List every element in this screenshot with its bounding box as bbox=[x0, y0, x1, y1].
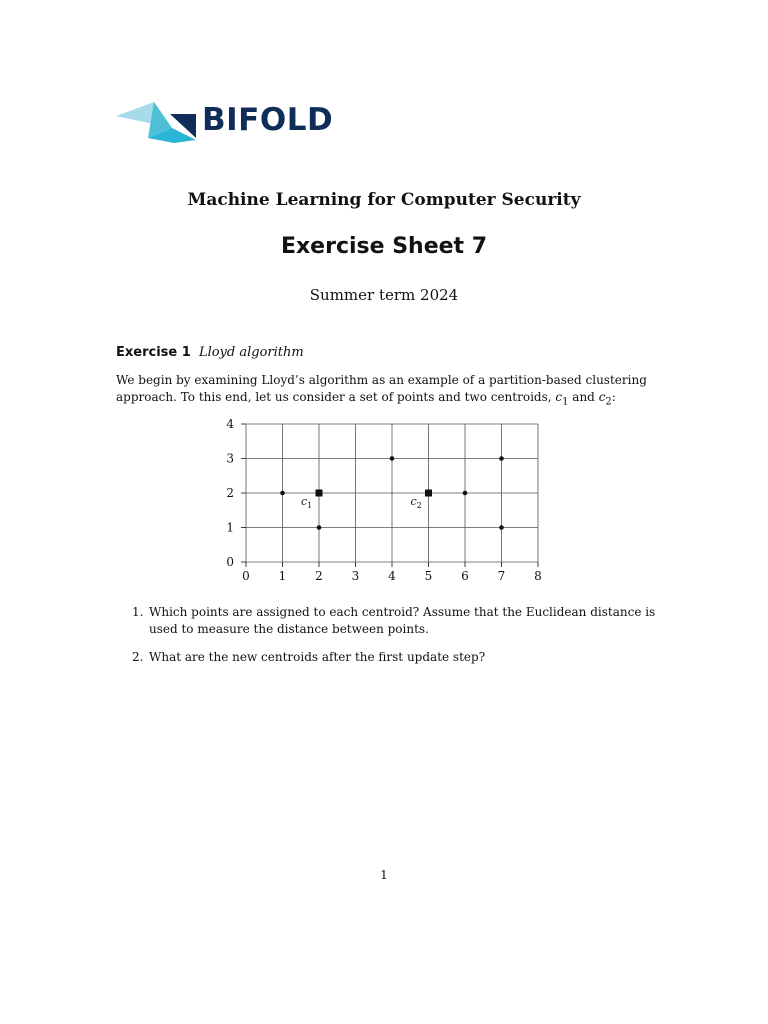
data-point bbox=[317, 525, 322, 530]
c2-symbol: c bbox=[598, 390, 606, 404]
data-point bbox=[499, 456, 504, 461]
data-point bbox=[390, 456, 395, 461]
c1-symbol: c bbox=[555, 390, 563, 404]
question-number: 2. bbox=[132, 650, 144, 664]
x-tick-label: 7 bbox=[497, 569, 506, 583]
question-number: 1. bbox=[132, 605, 144, 619]
centroid-label-subscript: 2 bbox=[416, 501, 422, 510]
data-point bbox=[499, 525, 504, 530]
x-tick-label: 4 bbox=[388, 569, 396, 583]
exercise-intro bbox=[116, 372, 656, 410]
centroid-label-subscript: 1 bbox=[307, 501, 313, 510]
intro-and: and bbox=[568, 390, 599, 404]
centroid-label: $c_2$ bbox=[410, 495, 422, 510]
x-tick-label: 5 bbox=[424, 569, 433, 583]
x-tick-label: 8 bbox=[534, 569, 542, 583]
exercise-heading bbox=[116, 345, 304, 360]
c1-subscript: 1 bbox=[562, 396, 569, 408]
centroid-label: $c_1$ bbox=[301, 495, 313, 510]
exercise-label: Exercise 1 bbox=[116, 345, 191, 360]
intro-end: : bbox=[611, 390, 616, 404]
y-tick-label: 2 bbox=[226, 486, 234, 500]
question-list bbox=[116, 604, 656, 677]
question-item bbox=[116, 604, 656, 638]
data-point bbox=[280, 491, 285, 496]
bifold-logo bbox=[112, 98, 342, 148]
y-tick-label: 4 bbox=[226, 417, 234, 431]
question-text: Which points are assigned to each centroid? Assume that the Euclidean distance is used to measure the distance between points. bbox=[149, 605, 656, 636]
bifold-logo-text: BIFOLD bbox=[202, 102, 334, 138]
term: Summer term 2024 bbox=[309, 286, 459, 304]
c2-subscript: 2 bbox=[605, 396, 612, 408]
x-tick-label: 3 bbox=[351, 569, 360, 583]
x-tick-label: 1 bbox=[278, 569, 287, 583]
centroid-marker bbox=[316, 490, 323, 497]
exercise-subtitle: Lloyd algorithm bbox=[198, 345, 304, 360]
chart-svg bbox=[210, 414, 560, 590]
y-tick-label: 0 bbox=[226, 555, 234, 569]
y-tick-label: 1 bbox=[226, 520, 234, 535]
intro-text: We begin by examining Lloyd’s algorithm as an example of a partition-based clustering approach. To this end, let us consider a set of points and two centroids, bbox=[116, 373, 647, 404]
x-tick-label: 6 bbox=[461, 569, 469, 583]
centroid-marker bbox=[425, 490, 432, 497]
data-point bbox=[463, 491, 468, 496]
question-item bbox=[116, 649, 656, 666]
question-text: What are the new centroids after the first update step? bbox=[149, 650, 486, 664]
scatter-chart bbox=[210, 414, 560, 590]
page-number: 1 bbox=[380, 868, 388, 882]
course-title: Machine Learning for Computer Security bbox=[187, 190, 581, 210]
sheet-title: Exercise Sheet 7 bbox=[280, 234, 488, 259]
x-tick-label: 0 bbox=[242, 569, 250, 583]
bifold-logo-mark bbox=[112, 98, 202, 148]
x-tick-label: 2 bbox=[315, 569, 323, 583]
y-tick-label: 3 bbox=[226, 451, 234, 466]
